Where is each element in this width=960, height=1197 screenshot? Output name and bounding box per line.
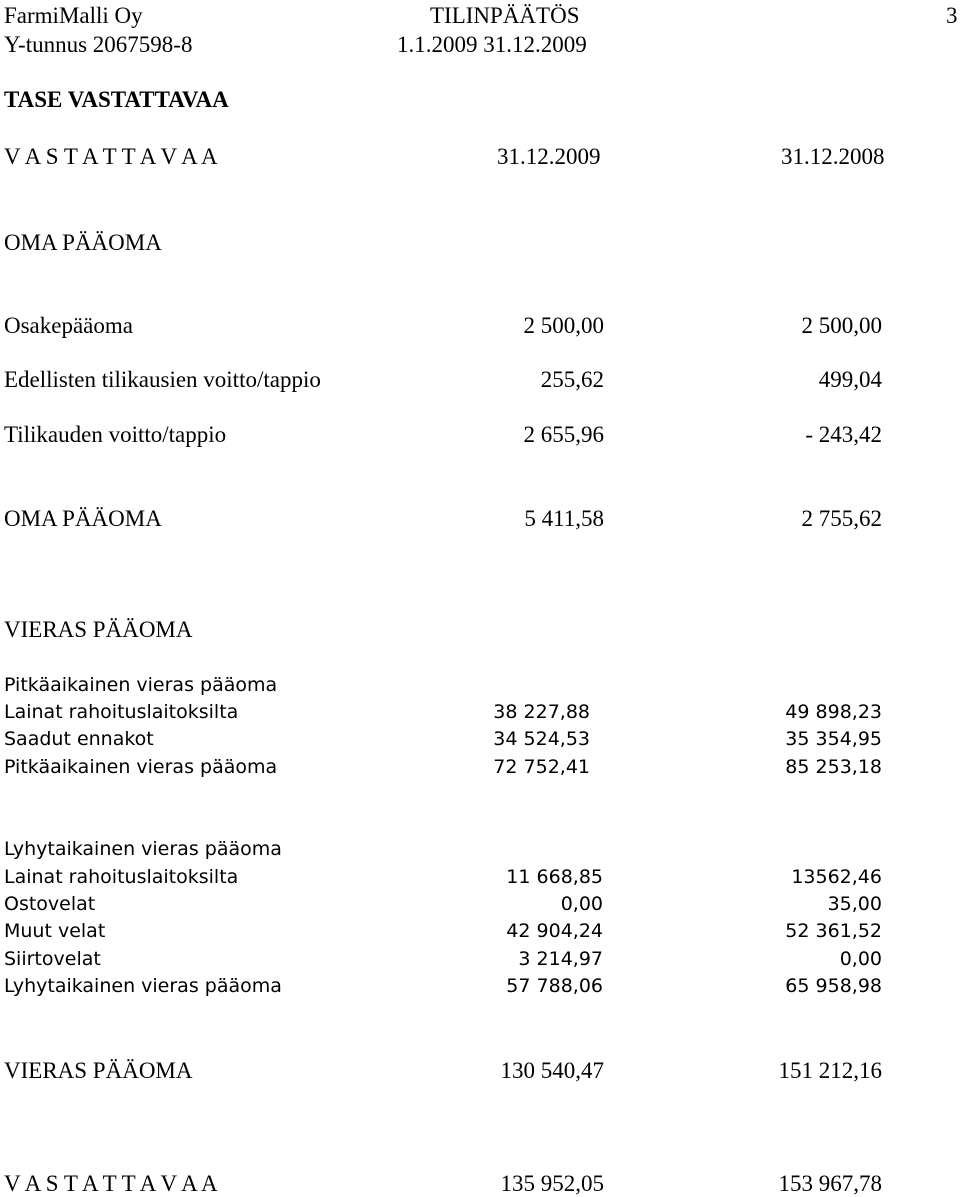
- row-current: 72 752,41: [493, 756, 590, 778]
- row-previous: 2 500,00: [801, 313, 882, 338]
- equity-heading: OMA PÄÄOMA: [4, 230, 162, 255]
- column-previous-header: 31.12.2008: [781, 144, 885, 169]
- row-previous: 65 958,98: [785, 975, 882, 997]
- row-label: Edellisten tilikausien voitto/tappio: [4, 367, 321, 392]
- row-current: 11 668,85: [506, 866, 603, 888]
- row-label: Pitkäaikainen vieras pääoma: [4, 756, 278, 778]
- row-previous: 85 253,18: [785, 756, 882, 778]
- row-previous: 13562,46: [791, 866, 882, 888]
- row-label: Lainat rahoituslaitoksilta: [4, 866, 239, 888]
- reporting-period: 1.1.2009 31.12.2009: [397, 32, 587, 57]
- column-current-header: 31.12.2009: [497, 144, 601, 169]
- equity-total-previous: 2 755,62: [801, 506, 882, 531]
- row-label: Osakepääoma: [4, 313, 133, 338]
- column-label-header: V A S T A T T A V A A: [4, 144, 218, 169]
- equity-total-current: 5 411,58: [524, 506, 604, 531]
- row-label: Muut velat: [4, 920, 106, 942]
- row-label: Saadut ennakot: [4, 728, 154, 750]
- row-current: 38 227,88: [493, 701, 590, 723]
- page-number: 3: [946, 3, 958, 28]
- grand-total-current: 135 952,05: [500, 1171, 604, 1196]
- row-current: 2 655,96: [523, 422, 604, 447]
- company-name: FarmiMalli Oy: [4, 3, 143, 28]
- section-title: TASE VASTATTAVAA: [4, 87, 229, 112]
- row-label: Siirtovelat: [4, 948, 101, 970]
- row-label: Tilikauden voitto/tappio: [4, 422, 227, 447]
- row-label: Lainat rahoituslaitoksilta: [4, 701, 239, 723]
- document-title: TILINPÄÄTÖS: [430, 3, 580, 28]
- row-previous: 49 898,23: [785, 701, 882, 723]
- row-previous: 35 354,95: [785, 728, 882, 750]
- grand-total-previous: 153 967,78: [778, 1171, 882, 1196]
- liabilities-total-label: VIERAS PÄÄOMA: [4, 1058, 193, 1083]
- row-previous: 499,04: [818, 367, 882, 392]
- row-current: 0,00: [560, 893, 603, 915]
- row-label: Lyhytaikainen vieras pääoma: [4, 975, 282, 997]
- business-id: Y-tunnus 2067598-8: [4, 32, 193, 57]
- long-term-heading: Pitkäaikainen vieras pääoma: [4, 674, 278, 696]
- liabilities-total-current: 130 540,47: [500, 1058, 604, 1083]
- row-current: 255,62: [540, 367, 604, 392]
- row-current: 34 524,53: [493, 728, 590, 750]
- row-current: 57 788,06: [506, 975, 603, 997]
- grand-total-label: V A S T A T T A V A A: [4, 1171, 218, 1196]
- equity-total-label: OMA PÄÄOMA: [4, 506, 162, 531]
- row-previous: 35,00: [827, 893, 882, 915]
- row-label: Ostovelat: [4, 893, 96, 915]
- short-term-heading: Lyhytaikainen vieras pääoma: [4, 838, 282, 860]
- liabilities-heading: VIERAS PÄÄOMA: [4, 617, 193, 642]
- row-previous: - 243,42: [805, 422, 882, 447]
- row-current: 42 904,24: [506, 920, 603, 942]
- row-current: 2 500,00: [523, 313, 604, 338]
- row-current: 3 214,97: [518, 948, 603, 970]
- row-previous: 0,00: [839, 948, 882, 970]
- row-previous: 52 361,52: [785, 920, 882, 942]
- liabilities-total-previous: 151 212,16: [778, 1058, 882, 1083]
